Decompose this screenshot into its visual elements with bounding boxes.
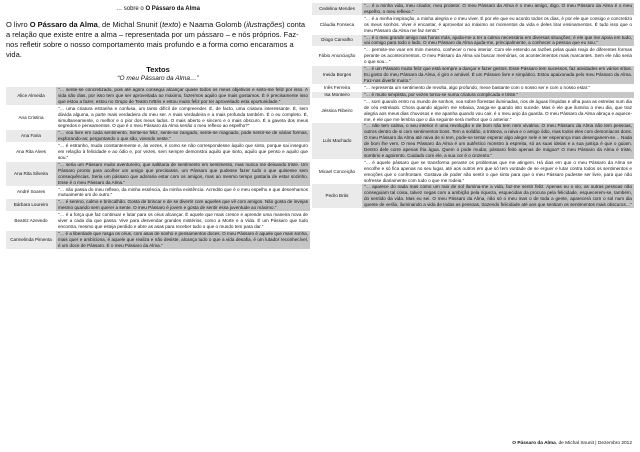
footer-title: O Pássaro da Alma — [512, 441, 556, 446]
textos-subtitle: “O meu Pássaro da Alma…” — [117, 75, 199, 82]
author-name: Ana Faria — [6, 130, 56, 142]
author-name: Ana Cristina — [6, 106, 56, 130]
entry-text: "… representa um sentimento de revolta, algo profundo, mexe bastante com o nosso ser e com o nosso estar." — [362, 85, 634, 91]
entry-text: "… é o meu grande amigo nas horas más, ajuda-me a ter a calma necessária em diversas situações; é ele que me apoia em tudo, vai comigo para todo o lado. O meu Pássaro da Alma ajuda-me, principalmente, a conhecer a pessoa que eu sou." — [364, 34, 632, 46]
left-column — [6, 4, 310, 250]
entry-row — [6, 212, 310, 230]
author-name: Cedelina Mendes — [312, 3, 362, 15]
intro-text-4: ) conta a relação que existe entre a alma – representada por um pássaro – e nós próprios. Faz-nos refletir sobre o nosso comportamento mais profundo e a forma como encaramos a vida. — [6, 20, 306, 59]
entry-text: "… não tem calma, o seu interior é uma revolução e de bom não tem nem vivalma. O meu Pássaro da Alma não tem pessoas, outros dentro de si com sentimentos bons. Tem a solidão, a tristeza, a raiva e o amigo ódio, mas todos eles com demoníacos dons. O meu Pássaro da Alma até raiva de si tem, pode-se tentar esperar algo alegre nele e ter esperança mas desenganem-se… Nada de bom lhe vem. O meu Pássaro da Alma é um autêntico monstro à espreita, só as suas ideias e a sua justiça é que o guiam. Dentro dele corre apenas fria água. Quem o pode mudar, pássaro feito apenas de mágoa? O meu Pássaro da Alma é triste, sombrio e agoirento. Cuidado com ele, a sua cor é o cinzento." — [364, 123, 632, 158]
entry-text: "… é muito simplista, por vezes torna-se numa criatura complicada e triste." — [362, 92, 634, 98]
entry-row — [312, 184, 634, 208]
entry-text: "… aparece do nada mas como um raio de sol ilumina-me a vida, faz-me sentir feliz. Apenas eu o vio, as outras pessoas não conseguiam tal coisa, talvez cegas com a ambição pela riqueza, esquecidas da procura pela felicidade, esquecerem-se, também, do sentido da vida. Mas eu sei. O meu Pássaro da Alma, não só o meu mas o de toda a gente, aparecerá com o sol num dia quente de verão, iluminando a vida de todas as pessoas, trazendo felicidade até aos que sentiam os sentimentos mais obscuros…" — [364, 184, 632, 208]
author-name: André Soares — [6, 187, 56, 199]
author-name: Pedro Brás — [312, 184, 362, 208]
author-name: Ana Rita Alves — [6, 143, 56, 161]
header-title: O Pássaro da Alma — [145, 6, 200, 12]
entry-text: "… é a liberdade que rasga os céus, com asas de sonho e pensamentos doces. O meu Pássaro é aquele que mais sonha, mais quer e ambiciona, é aquele que realiza e não desiste, alcança tudo o que a vida desafia, é um lutador reconhecível, é um doce de Pássaro. É o meu Pássaro da Alma." — [58, 230, 308, 248]
entry-row — [312, 92, 634, 98]
author-name: Inês Ferreira — [312, 85, 362, 91]
page-header — [6, 6, 310, 12]
entry-row — [312, 47, 634, 65]
author-name: Luís Machado — [312, 123, 362, 158]
entry-text: "… é estranho, muda constantemente e, às vezes, é como se não correspondesse àquilo que sinto, porque sai inseguro em relação à felicidade e ao ódio e, por vezes, sem sempre demonstra aquilo que sinto, aquilo que penso e aquilo que sou." — [58, 143, 308, 160]
author-name: Ineida Borges — [312, 66, 362, 84]
author-name: Carmelinda Pimenta — [6, 231, 56, 249]
entry-text: "… não passa do meu reflexo, da minha essência, da minha existência. Acredito que é o meu espelho e que desenhamos mutuamente um do outro." — [58, 186, 308, 198]
author-name: Diogo Carvalho — [312, 35, 362, 47]
entry-text: "… é a força que faz continuar e lutar para os céus alcançar. É aquele que mais cresce e aprende uma maneira nova de viver a cada dia que passa. Vive para desvendar grandes mistérios, como a Morte e a Vida. É um Pássaro que tudo encontra, mesmo que esteja perdido e abre as asas para receber tudo o que o mundo tem para dar." — [58, 212, 308, 229]
entry-row — [6, 106, 310, 130]
author-name: Ana Rita Silveira — [6, 162, 56, 186]
entry-text: "… uma criatura estranha e confusa, um tanto difícil de compreender. É, de facto, uma criatura interessante. É, sem dúvida alguma, a parte mais verdadeira do meu ser. A mais verdadeira e a mais profunda também. É o eu completo. É, simultaneamente, o melhor e o pior dos meus lados. O mais aberto e sincero e o mais obscuro. É a gaveta dos meus segredos e pensamentos. O que é o meu Pássaro da Alma senão o meu reflexo ao espelho?" — [58, 105, 308, 129]
entry-text: "… é aquele pássaro que se transforma perante os problemas que me atingem. Há dias em que o meu Pássaro da Alma se encolhe e só fica apenas no seu lugar, até aos outros em que só tem vontade de se erguer e lutar contra todos os sentimentos e emoções que o confrontam. Gostava de poder não sentir o que sinto para que o meu Pássaro pudesse ser livre, para que não sofresse diariamente com tudo o que me rodeia." — [364, 159, 632, 183]
intro-text-2: , de Michal Snunit ( — [97, 20, 163, 29]
author-name: Isa Monteiro — [312, 92, 362, 98]
entry-text: "… sente-se concretizado, pois até agora consegui alcançar quase todos os meus objetivos e sinto-me feliz por isso. A vida são dias, por isso tem que ser aproveitada ao máximo, fazermos aquilo que mais gostamos. É é precisamente isso que estou a fazer, estou no Grupo de Teatro IVBris e estou muito feliz por ter aproveitado esta oportunidade." — [58, 87, 308, 104]
footer-rest: , de Michal Snunit | Dezembro 2012 — [555, 441, 632, 446]
entry-row — [6, 231, 310, 249]
page-footer — [512, 441, 632, 446]
entry-text: "… seria um Pássaro muito aventureiro, que saltitaria de sentimento em sentimento, mas nunca me deixando triste. Um Pássaro pronto para acolher um amigo que precisasse, um Pássaro que pudesse fazer tudo o que quisesse sem consequências. Seria um pássaro que adoraria estar com os amigos, mas ao mesmo tempo gostaria de estar sozinho. Esse é o meu Pássaro da Alma." — [58, 161, 308, 185]
header-prefix: … sobre o — [116, 6, 146, 12]
entry-row — [6, 87, 310, 105]
entry-row — [312, 66, 634, 84]
left-entries-table — [6, 86, 310, 250]
entry-text: "… é sereno, calmo e brincalhão. Gosta de brincar e de se divertir com aqueles que vê com amigos. Não gosta de invejas mesmo quando sem querer a sente. O meu Pássaro é jovem e gosta de sentir essa juventude ao máximo." — [58, 199, 308, 211]
author-name: Jéssica Ribeiro — [312, 99, 362, 123]
right-column — [312, 2, 634, 209]
entry-row — [6, 187, 310, 199]
entry-row — [312, 123, 634, 158]
author-name: Alice Almeida — [6, 87, 56, 105]
entry-text: "… é um Pássaro muito feliz que está sempre a dançar e fazer gestos. Esse Pássaro tem sucessos, faz atividades em vários sítios. Eu gosto do meu Pássaro da Alma, é giro e amável. É um Pássaro livre e simpático. Estou apaixonada pelo meu Pássaro da Alma. Faz-nos divertir muito." — [364, 66, 632, 83]
entry-text: "… sorri quando entro no mundo de sonhos, voa sobre florestas iluminadas, rios de águas límpidas e olha para as estrelas num dia de céu estrelado. Chora quando alguém me rebaixa, zanga-se quando isto sucede. Mas é ele que ilumina o meu dia, que traz alegria aos meus dias chuvosos e me apanha quando vou cair, é o meu anjo da guarda. O meu Pássaro da Alma abraça e aquece-me, é ele que me lembra que o dia seguinte será melhor que o anterior." — [364, 98, 632, 122]
entry-row — [312, 160, 634, 184]
entry-row — [6, 143, 310, 161]
entry-text: "… é a minha inspiração, a minha alegria e o meu viver. É por ele que eu acordo todos os dias, é por ele que consigo e concretizo os meus sonhos. Viver é encantar, é aproveitar ao máximo os momentos da vida e deles tirar ensinamentos. É tudo isso que o meu Pássaro da Alma me faz sentir." — [364, 15, 632, 33]
intro-book-title: O Pássaro da Alma — [29, 20, 98, 29]
entry-text: "… permite-me voar em mim mesmo, conhecer o meu interior. Com ele entendo as razões pelas quais reajo de diferentes formas perante os acontecimentos. O meu Pássaro da Alma vai buscar memórias, os acontecimentos mais marcantes. Sem ele não seria o que sou…" — [364, 47, 632, 65]
intro-paragraph — [6, 20, 310, 60]
textos-title: Textos — [146, 65, 170, 74]
author-name: Bárbara Loureiro — [6, 199, 56, 211]
entry-row — [312, 16, 634, 34]
intro-texto: texto — [162, 20, 179, 29]
intro-text-1: O livro — [6, 20, 30, 29]
intro-ilustracoes: ilustrações — [246, 20, 283, 29]
entry-row — [312, 3, 634, 15]
entry-row — [312, 99, 634, 123]
entry-row — [6, 199, 310, 211]
entry-row — [6, 130, 310, 142]
entry-row — [312, 35, 634, 47]
author-name: Micael Conceição — [312, 160, 362, 184]
intro-text-3: ) e Naama Golomb ( — [178, 20, 247, 29]
entry-text: "… voa livre em cada sentimento. Sente-se feliz, sente-se zangado, sente-se magoado, pode sentir-se de várias formas, explorando-as; perguntando o que são, vivendo neste." — [58, 130, 308, 142]
right-entries-table — [312, 2, 634, 209]
author-name: Fábio Anunciação — [312, 47, 362, 65]
entry-text: "… é a minha vida, meu criador, meu protetor. O meu Pássaro da Alma é o meu amigo, digo. O meu Pássaro da Alma é o meu espelho, o meu reflexo." — [364, 3, 632, 14]
entry-row — [312, 85, 634, 91]
author-name: Cláudia Fonseca — [312, 16, 362, 34]
entry-row — [6, 162, 310, 186]
author-name: Beatriz Azevedo — [6, 212, 56, 230]
